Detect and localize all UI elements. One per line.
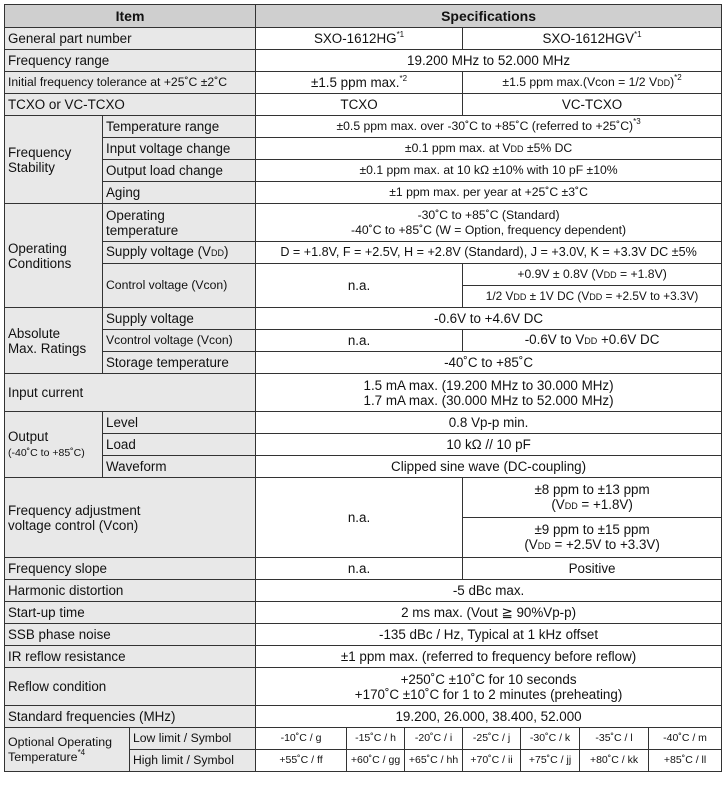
abs-storage-label: Storage temperature — [103, 352, 256, 374]
tcxo-hg: TCXO — [256, 94, 463, 116]
harmonic-label: Harmonic distortion — [5, 580, 256, 602]
output-label: Output (-40˚C to +85˚C) — [5, 412, 103, 478]
standard-freq-value: 19.200, 26.000, 38.400, 52.000 — [256, 706, 722, 728]
general-part-label: General part number — [5, 28, 256, 50]
harmonic-value: -5 dBc max. — [256, 580, 722, 602]
ssb-label: SSB phase noise — [5, 624, 256, 646]
reflow-value: +250˚C ±10˚C for 10 seconds +170˚C ±10˚C for 1 to 2 minutes (preheating) — [256, 668, 722, 706]
abs-supply-label: Supply voltage — [103, 308, 256, 330]
ir-reflow-label: IR reflow resistance — [5, 646, 256, 668]
row-output-load — [5, 160, 722, 182]
control-voltage-hg: n.a. — [256, 264, 463, 308]
row-optional-low — [5, 728, 722, 750]
abs-supply-value: -0.6V to +4.6V DC — [256, 308, 722, 330]
init-tol-label: Initial frequency tolerance at +25˚C ±2˚C — [5, 72, 256, 94]
startup-value: 2 ms max. (Vout ≧ 90%Vp-p) — [256, 602, 722, 624]
row-tcxo — [5, 94, 722, 116]
output-level-label: Level — [103, 412, 256, 434]
init-tol-hgv: ±1.5 ppm max.(Vcon = 1/2 VDD)$^{*2}$ — [463, 72, 722, 94]
optional-high-cell: +70˚C / ii — [463, 750, 521, 772]
freq-slope-hg: n.a. — [256, 558, 463, 580]
output-load-value-2: 10 kΩ // 10 pF — [256, 434, 722, 456]
freq-adj-hgv-2: ±9 ppm to ±15 ppm (VDD = +2.5V to +3.3V) — [463, 518, 722, 558]
row-abs-supply — [5, 308, 722, 330]
temp-range-label: Temperature range — [103, 116, 256, 138]
input-voltage-value: ±0.1 ppm max. at VDD ±5% DC — [256, 138, 722, 160]
header-row — [5, 5, 722, 28]
row-reflow — [5, 668, 722, 706]
row-output-waveform — [5, 456, 722, 478]
input-current-value: 1.5 mA max. (19.200 MHz to 30.000 MHz) 1.7 mA max. (30.000 MHz to 52.000 MHz) — [256, 374, 722, 412]
optional-low-cell: -15˚C / h — [347, 728, 405, 750]
absolute-label: Absolute Max. Ratings — [5, 308, 103, 374]
row-freq-range — [5, 50, 722, 72]
freq-slope-hgv: Positive — [463, 558, 722, 580]
spec-table — [4, 4, 722, 772]
row-op-temp — [5, 204, 722, 242]
optional-low-cell: -40˚C / m — [649, 728, 722, 750]
standard-freq-label: Standard frequencies (MHz) — [5, 706, 256, 728]
row-temp-range — [5, 116, 722, 138]
reflow-label: Reflow condition — [5, 668, 256, 706]
startup-label: Start-up time — [5, 602, 256, 624]
freq-adj-label: Frequency adjustment voltage control (Vcon) — [5, 478, 256, 558]
abs-vcontrol-label: Vcontrol voltage (Vcon) — [103, 330, 256, 352]
optional-low-label: Low limit / Symbol — [130, 728, 256, 750]
row-abs-storage — [5, 352, 722, 374]
optional-high-cell: +75˚C / jj — [521, 750, 580, 772]
optional-low-cell: -20˚C / i — [405, 728, 463, 750]
ssb-value: -135 dBc / Hz, Typical at 1 kHz offset — [256, 624, 722, 646]
row-abs-vcontrol — [5, 330, 722, 352]
op-temp-value: -30˚C to +85˚C (Standard) -40˚C to +85˚C (W = Option, frequency dependent) — [256, 204, 722, 242]
freq-slope-label: Frequency slope — [5, 558, 256, 580]
input-current-label: Input current — [5, 374, 256, 412]
optional-low-cell: -30˚C / k — [521, 728, 580, 750]
op-temp-label: Operating temperature — [103, 204, 256, 242]
freq-stability-label: Frequency Stability — [5, 116, 103, 204]
row-standard-freq — [5, 706, 722, 728]
abs-storage-value: -40˚C to +85˚C — [256, 352, 722, 374]
row-ir-reflow — [5, 646, 722, 668]
output-waveform-value: Clipped sine wave (DC-coupling) — [256, 456, 722, 478]
output-load-value: ±0.1 ppm max. at 10 kΩ ±10% with 10 pF ±10% — [256, 160, 722, 182]
aging-label: Aging — [103, 182, 256, 204]
row-harmonic — [5, 580, 722, 602]
optional-high-cell: +65˚C / hh — [405, 750, 463, 772]
optional-high-cell: +85˚C / ll — [649, 750, 722, 772]
supply-voltage-label: Supply voltage (VDD) — [103, 242, 256, 264]
row-init-tol — [5, 72, 722, 94]
optional-high-cell: +60˚C / gg — [347, 750, 405, 772]
init-tol-hg: ±1.5 ppm max.$^{*2}$ — [256, 72, 463, 94]
row-control-voltage-1 — [5, 264, 722, 286]
abs-vcontrol-hgv: -0.6V to VDD +0.6V DC — [463, 330, 722, 352]
temp-range-value: ±0.5 ppm max. over -30˚C to +85˚C (referred to +25˚C)$^{*3}$ — [256, 116, 722, 138]
output-waveform-label: Waveform — [103, 456, 256, 478]
row-general-part — [5, 28, 722, 50]
control-voltage-hgv-2: 1/2 VDD ± 1V DC (VDD = +2.5V to +3.3V) — [463, 286, 722, 308]
operating-label: Operating Conditions — [5, 204, 103, 308]
optional-low-cell: -25˚C / j — [463, 728, 521, 750]
optional-temp-label: Optional Operating Temperature$^{*4}$ — [5, 728, 130, 772]
optional-high-cell: +80˚C / kk — [580, 750, 649, 772]
optional-high-label: High limit / Symbol — [130, 750, 256, 772]
row-input-voltage — [5, 138, 722, 160]
ir-reflow-value: ±1 ppm max. (referred to frequency before reflow) — [256, 646, 722, 668]
abs-vcontrol-hg: n.a. — [256, 330, 463, 352]
header-specifications: Specifications — [256, 5, 722, 28]
output-load-label-2: Load — [103, 434, 256, 456]
supply-voltage-value: D = +1.8V, F = +2.5V, H = +2.8V (Standard), J = +3.0V, K = +3.3V DC ±5% — [256, 242, 722, 264]
freq-adj-hg: n.a. — [256, 478, 463, 558]
optional-low-cell: -35˚C / l — [580, 728, 649, 750]
row-freq-adj-1 — [5, 478, 722, 518]
row-output-level — [5, 412, 722, 434]
row-freq-slope — [5, 558, 722, 580]
row-startup — [5, 602, 722, 624]
output-load-label: Output load change — [103, 160, 256, 182]
control-voltage-hgv-1: +0.9V ± 0.8V (VDD = +1.8V) — [463, 264, 722, 286]
row-ssb — [5, 624, 722, 646]
control-voltage-label: Control voltage (Vcon) — [103, 264, 256, 308]
optional-low-cell: -10˚C / g — [256, 728, 347, 750]
freq-adj-hgv-1: ±8 ppm to ±13 ppm (VDD = +1.8V) — [463, 478, 722, 518]
tcxo-hgv: VC-TCXO — [463, 94, 722, 116]
tcxo-label: TCXO or VC-TCXO — [5, 94, 256, 116]
header-item: Item — [5, 5, 256, 28]
optional-high-cell: +55˚C / ff — [256, 750, 347, 772]
freq-range-label: Frequency range — [5, 50, 256, 72]
input-voltage-label: Input voltage change — [103, 138, 256, 160]
row-input-current — [5, 374, 722, 412]
general-part-hg: SXO-1612HG$^{*1}$ — [256, 28, 463, 50]
output-level-value: 0.8 Vp-p min. — [256, 412, 722, 434]
freq-range-value: 19.200 MHz to 52.000 MHz — [256, 50, 722, 72]
aging-value: ±1 ppm max. per year at +25˚C ±3˚C — [256, 182, 722, 204]
row-aging — [5, 182, 722, 204]
row-supply-voltage — [5, 242, 722, 264]
general-part-hgv: SXO-1612HGV$^{*1}$ — [463, 28, 722, 50]
row-output-load — [5, 434, 722, 456]
